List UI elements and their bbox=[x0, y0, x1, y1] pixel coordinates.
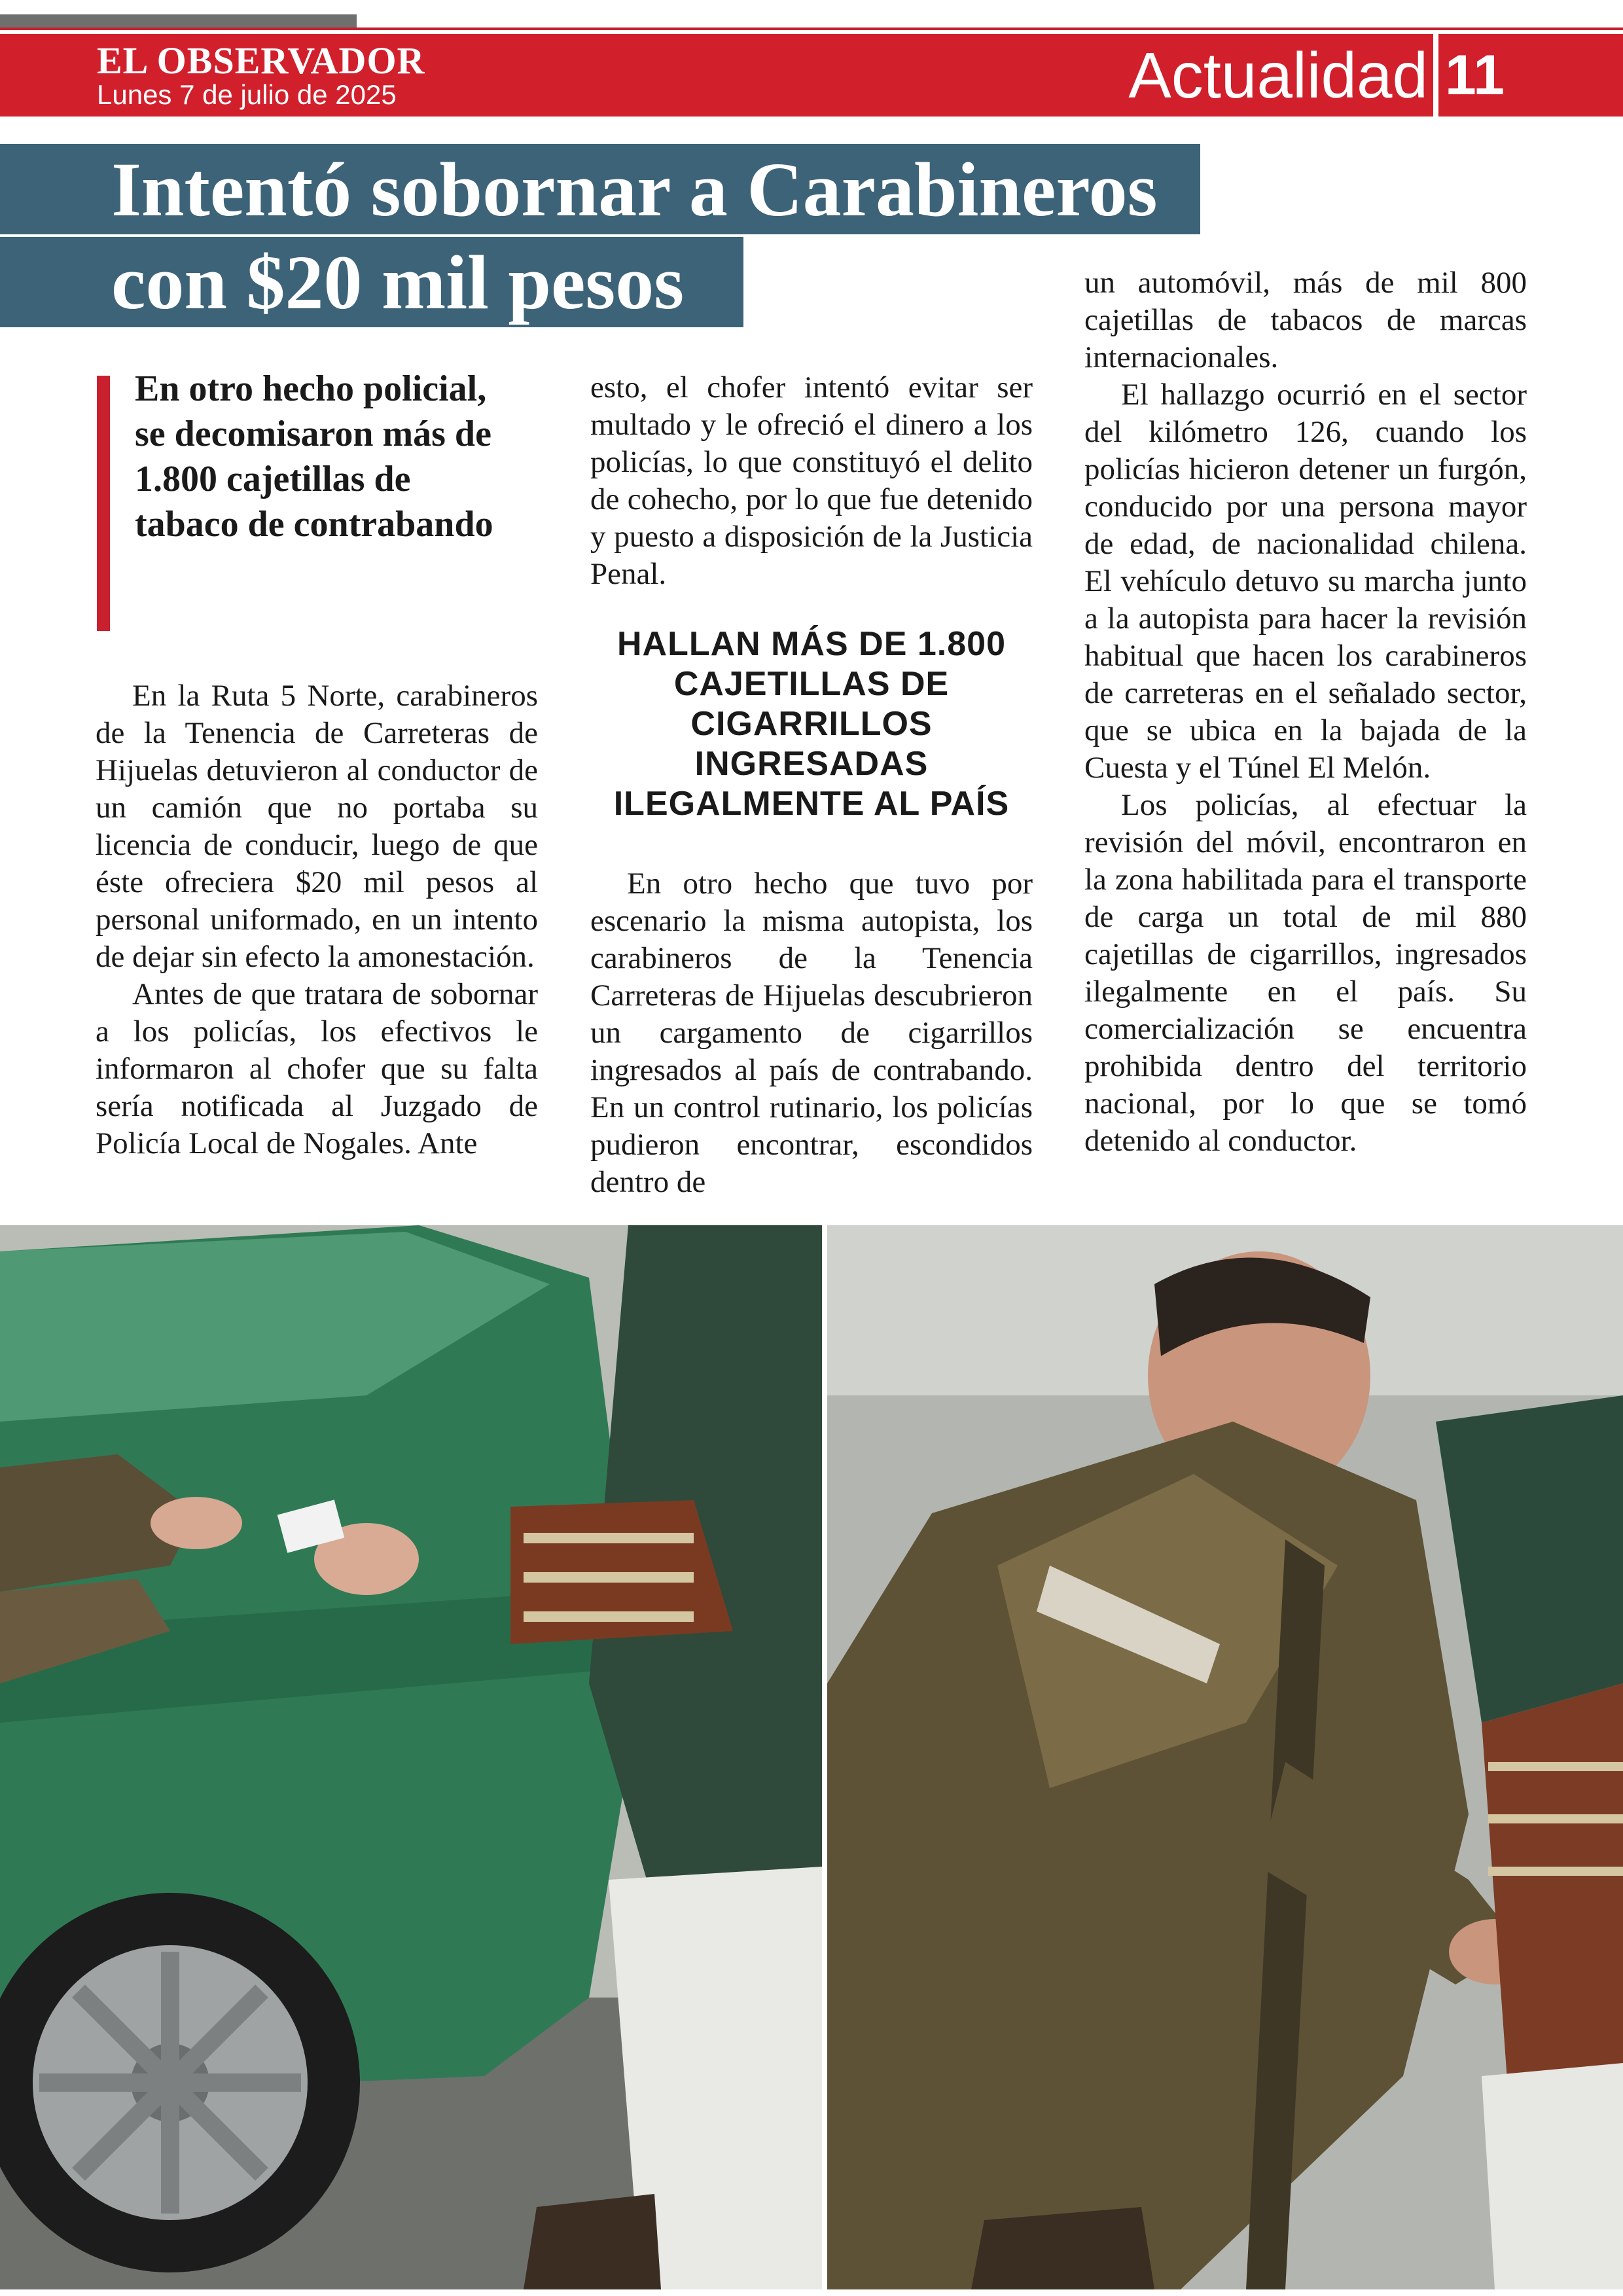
paragraph: El hallazgo ocurrió en el sector del kilómetro 126, cuando los policías hicieron detener un furgón, conducido por una persona mayor de edad, de nacionalidad chilena. El vehículo detuvo su marcha junto a la autopista para hacer la revisión habitual que hacen los carabineros de carreteras en el señalado sector, que se ubica en la bajada de la Cuesta y el Túnel El Melón. bbox=[1084, 378, 1527, 785]
masthead bbox=[0, 34, 1623, 117]
article-deck: En otro hecho policial, se decomisaron más de 1.800 cajetillas de tabaco de contrabando bbox=[135, 368, 493, 545]
page-number: 11 bbox=[1445, 44, 1505, 107]
masthead-separator bbox=[1433, 34, 1438, 117]
issue-date: Lunes 7 de julio de 2025 bbox=[97, 79, 397, 110]
photo-handcuffing bbox=[827, 1225, 1623, 2289]
paragraph: En otro hecho que tuvo por escenario la misma autopista, los carabineros de la Tenencia Carreteras de Hijuelas descubrieron un cargamento de cigarrillos ingresados al país de contrabando. En un control rutinario, los policías pudieron encontrar, escondidos dentro de bbox=[590, 867, 1033, 1199]
paragraph: un automóvil, más de mil 800 cajetillas de tabacos de marcas internacionales. bbox=[1084, 266, 1527, 374]
photo-illustration bbox=[827, 1225, 1623, 2289]
photo-bribe-exchange bbox=[0, 1225, 822, 2289]
headline-line-1: Intentó sobornar a Carabineros bbox=[0, 144, 1200, 234]
article-column-2-continued bbox=[590, 865, 1033, 1201]
article-column-3 bbox=[1084, 264, 1527, 1160]
paragraph: esto, el chofer intentó evitar ser multado y le ofreció el dinero a los policías, lo que constituyó el delito de cohecho, por lo que fue detenido y puesto a disposición de la Justicia Penal. bbox=[590, 370, 1033, 591]
paragraph: En la Ruta 5 Norte, carabineros de la Tenencia de Carreteras de Hijuelas detuvieron al conductor de un camión que no portaba su licencia de conducir, luego de que éste ofreciera $20 mil pesos al personal uniformado, en un intento de dejar sin efecto la amonestación. bbox=[96, 679, 538, 974]
section-title: Actualidad bbox=[1128, 39, 1428, 111]
deck-accent-bar bbox=[97, 376, 110, 631]
subheading: HALLAN MÁS DE 1.800 CAJETILLAS DE CIGARRILLOS INGRESADAS ILEGALMENTE AL PAÍS bbox=[613, 625, 1010, 823]
top-red-rule bbox=[0, 27, 1623, 30]
headline-line-2: con $20 mil pesos bbox=[0, 237, 743, 327]
article-column-1 bbox=[96, 677, 538, 1162]
article-column-2 bbox=[590, 369, 1033, 593]
top-grey-rule bbox=[0, 14, 357, 27]
paragraph: Antes de que tratara de sobornar a los policías, los efectivos le informaron al chofer que su falta sería notificada al Juzgado de Policía Local de Nogales. Ante bbox=[96, 977, 538, 1160]
photo-illustration bbox=[0, 1225, 822, 2289]
newspaper-name: EL OBSERVADOR bbox=[97, 39, 425, 82]
paragraph: Los policías, al efectuar la revisión del móvil, encontraron en la zona habilitada para el transporte de carga un total de mil 880 cajetillas de cigarrillos, ingresados ilegalmente en el país. Su comercialización se encuentra prohibida dentro del territorio nacional, por lo que se tomó detenido al conductor. bbox=[1084, 788, 1527, 1158]
